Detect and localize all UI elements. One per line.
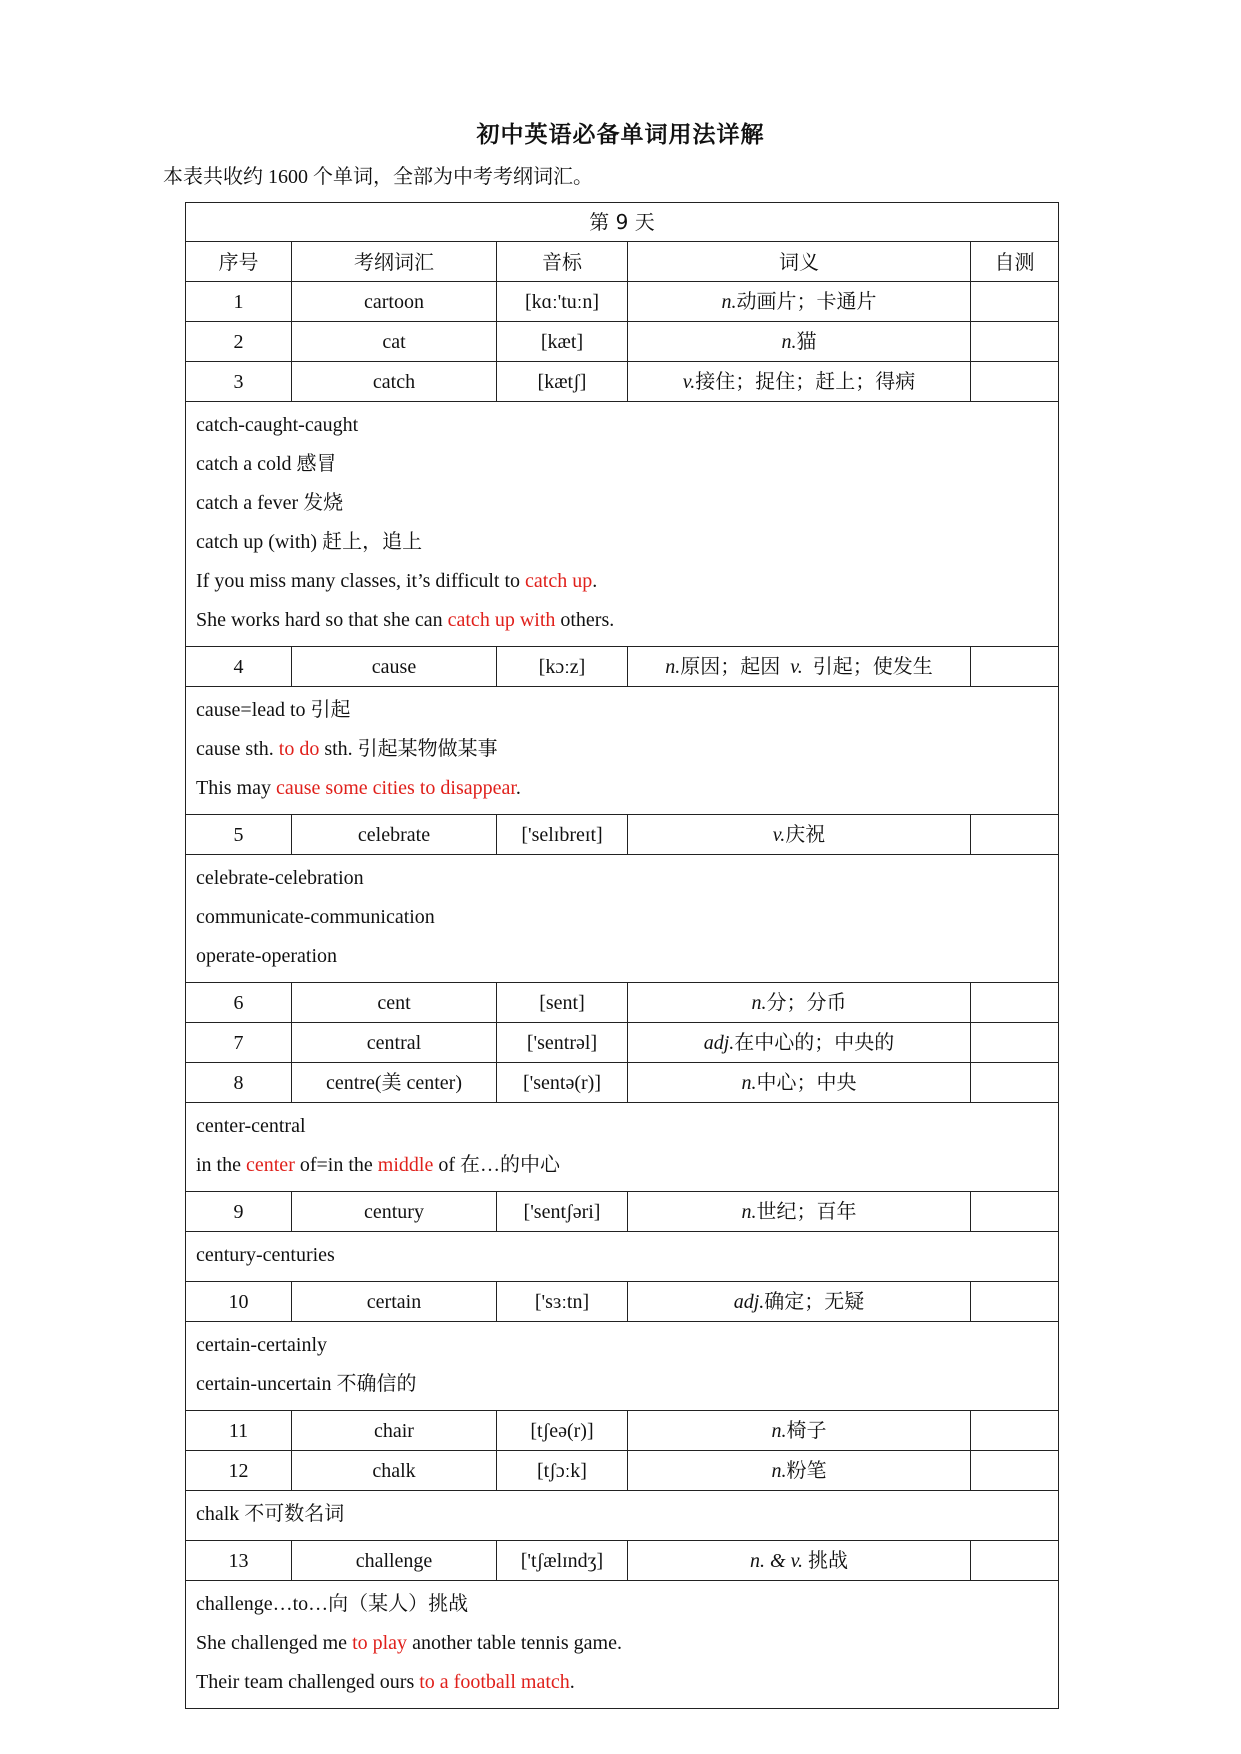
note-line: cause sth. to do sth. 引起某物做某事 [196,738,498,760]
row-meaning [628,1023,971,1063]
self-test-cell[interactable] [971,647,1059,687]
usage-notes-row [186,1322,1059,1411]
table-row [186,983,1059,1023]
row-number: 11 [186,1411,292,1451]
table-row [186,647,1059,687]
table-row [186,1451,1059,1491]
row-word: central [292,1023,497,1063]
part-of-speech: v. [790,655,803,678]
example-sentence: If you miss many classes, it’s difficult to catch up. [196,570,598,592]
note-line: challenge…to…向（某人）挑战 [196,1593,469,1615]
row-meaning [628,1451,971,1491]
header-phonetic: 音标 [497,242,628,282]
row-word: cent [292,983,497,1023]
part-of-speech: n. [665,655,681,678]
row-word: certain [292,1282,497,1322]
meaning-text: 世纪；百年 [756,1200,857,1223]
meaning-text: 接住；捉住；赶上；得病 [695,370,916,393]
row-number: 9 [186,1192,292,1232]
part-of-speech: n. & v. [750,1549,803,1572]
row-word: chair [292,1411,497,1451]
row-word: celebrate [292,815,497,855]
row-meaning [628,983,971,1023]
usage-notes-row [186,1232,1059,1282]
page-title: 初中英语必备单词用法详解 [476,122,765,148]
table-row [186,1282,1059,1322]
note-line: chalk 不可数名词 [196,1503,345,1525]
row-meaning [628,1192,971,1232]
note-line: catch a cold 感冒 [196,453,337,475]
table-row [186,1541,1059,1581]
self-test-cell[interactable] [971,362,1059,402]
usage-notes-row [186,1581,1059,1709]
row-phonetic: [tʃeə(r)] [497,1411,628,1451]
usage-notes-chalk [186,1491,1059,1541]
header-word: 考纲词汇 [292,242,497,282]
note-line: in the center of=in the middle of 在…的中心 [196,1154,561,1176]
usage-notes-celebrate [186,855,1059,983]
row-number: 3 [186,362,292,402]
usage-notes-centre [186,1103,1059,1192]
example-sentence: She works hard so that she can catch up with others. [196,609,615,631]
self-test-cell[interactable] [971,815,1059,855]
meaning-text: 原因；起因 [680,655,781,678]
part-of-speech: n. [781,330,797,353]
row-number: 1 [186,282,292,322]
example-sentence: This may cause some cities to disappear. [196,777,521,799]
header-number: 序号 [186,242,292,282]
example-sentence: She challenged me to play another table tennis game. [196,1632,622,1654]
meaning-text: 确定；无疑 [764,1290,865,1313]
row-meaning [628,647,971,687]
row-phonetic: [kɑː'tuːn] [497,282,628,322]
self-test-cell[interactable] [971,1192,1059,1232]
table-row [186,282,1059,322]
self-test-cell[interactable] [971,1541,1059,1581]
highlighted-phrase: to play [352,1632,408,1654]
note-line: communicate-communication [196,906,435,928]
self-test-cell[interactable] [971,1411,1059,1451]
row-word: cat [292,322,497,362]
highlighted-phrase: to a football match [419,1671,570,1693]
row-meaning [628,815,971,855]
row-word: catch [292,362,497,402]
example-sentence: Their team challenged ours to a football match. [196,1671,575,1693]
row-number: 6 [186,983,292,1023]
row-phonetic: [kætʃ] [497,362,628,402]
table-row [186,322,1059,362]
usage-notes-certain [186,1322,1059,1411]
row-number: 8 [186,1063,292,1103]
row-phonetic: ['tʃælɪndʒ] [497,1541,628,1581]
row-phonetic: [kɔːz] [497,647,628,687]
row-meaning [628,362,971,402]
row-phonetic: ['sɜːtn] [497,1282,628,1322]
row-meaning [628,282,971,322]
highlighted-phrase: to do [278,738,320,760]
part-of-speech: n. [741,1200,757,1223]
row-number: 5 [186,815,292,855]
row-number: 2 [186,322,292,362]
part-of-speech: v. [772,823,786,846]
note-line: certain-certainly [196,1334,328,1356]
highlighted-phrase: cause some cities to disappear [276,777,516,799]
part-of-speech: adj. [703,1031,735,1054]
row-number: 12 [186,1451,292,1491]
usage-notes-row [186,687,1059,815]
highlighted-phrase: catch up [525,570,593,592]
note-line: catch a fever 发烧 [196,492,344,514]
table-row [186,1192,1059,1232]
row-number: 4 [186,647,292,687]
usage-notes-challenge [186,1581,1059,1709]
self-test-cell[interactable] [971,983,1059,1023]
highlighted-phrase: center [246,1154,295,1176]
table-row [186,1023,1059,1063]
row-meaning [628,1411,971,1451]
row-meaning [628,322,971,362]
usage-notes-cause [186,687,1059,815]
usage-notes-row [186,1491,1059,1541]
row-word: century [292,1192,497,1232]
highlighted-phrase: catch up with [447,609,556,631]
meaning-text: 分；分币 [766,991,847,1014]
self-test-cell[interactable] [971,322,1059,362]
note-line: catch up (with) 赶上，追上 [196,531,423,553]
row-word: cause [292,647,497,687]
part-of-speech: n. [751,991,767,1014]
table-row [186,1411,1059,1451]
row-phonetic: [sent] [497,983,628,1023]
row-word: cartoon [292,282,497,322]
intro-text: 本表共收约 1600 个单词，全部为中考考纲词汇。 [163,166,593,188]
meaning-text: 动画片；卡通片 [736,290,877,313]
self-test-cell[interactable] [971,282,1059,322]
meaning-text: 庆祝 [785,823,826,846]
note-line: catch-caught-caught [196,414,359,436]
meaning-text: 猫 [796,330,817,353]
row-word: chalk [292,1451,497,1491]
meaning-text: 引起；使发生 [812,655,933,678]
row-meaning [628,1541,971,1581]
part-of-speech: n. [771,1459,787,1482]
self-test-cell[interactable] [971,1023,1059,1063]
row-phonetic: ['sentə(r)] [497,1063,628,1103]
row-meaning [628,1063,971,1103]
note-line: operate-operation [196,945,338,967]
row-phonetic: [tʃɔːk] [497,1451,628,1491]
meaning-text: 在中心的；中央的 [734,1031,895,1054]
note-line: certain-uncertain 不确信的 [196,1373,417,1395]
header-meaning: 词义 [628,242,971,282]
row-phonetic: ['sentʃəri] [497,1192,628,1232]
highlighted-phrase: middle [377,1154,434,1176]
meaning-text: 椅子 [786,1419,827,1442]
meaning-text: 粉笔 [786,1459,827,1482]
row-meaning [628,1282,971,1322]
part-of-speech: n. [741,1071,757,1094]
meaning-text: 中心；中央 [756,1071,857,1094]
note-line: cause=lead to 引起 [196,699,351,721]
part-of-speech: adj. [733,1290,765,1313]
usage-notes-row [186,1103,1059,1192]
table-row [186,362,1059,402]
meaning-text: 挑战 [802,1549,848,1572]
usage-notes-century [186,1232,1059,1282]
row-phonetic: ['sentrəl] [497,1023,628,1063]
usage-notes-row [186,855,1059,983]
header-self-test: 自测 [971,242,1059,282]
self-test-cell[interactable] [971,1063,1059,1103]
row-phonetic: [kæt] [497,322,628,362]
note-line: celebrate-celebration [196,867,364,889]
self-test-cell[interactable] [971,1451,1059,1491]
note-line: century-centuries [196,1244,335,1266]
row-phonetic: ['selɪbreɪt] [497,815,628,855]
self-test-cell[interactable] [971,1282,1059,1322]
usage-notes-catch [186,402,1059,647]
part-of-speech: v. [682,370,696,393]
part-of-speech: n. [771,1419,787,1442]
row-number: 10 [186,1282,292,1322]
row-number: 7 [186,1023,292,1063]
note-line: center-central [196,1115,306,1137]
table-row [186,815,1059,855]
vocab-table [185,202,1059,1709]
row-word: challenge [292,1541,497,1581]
usage-notes-row [186,402,1059,647]
row-number: 13 [186,1541,292,1581]
header-row [186,242,1059,282]
row-word: centre(美 center) [292,1063,497,1103]
part-of-speech: n. [721,290,737,313]
day-heading: 第 9 天 [186,203,1059,242]
table-row [186,1063,1059,1103]
